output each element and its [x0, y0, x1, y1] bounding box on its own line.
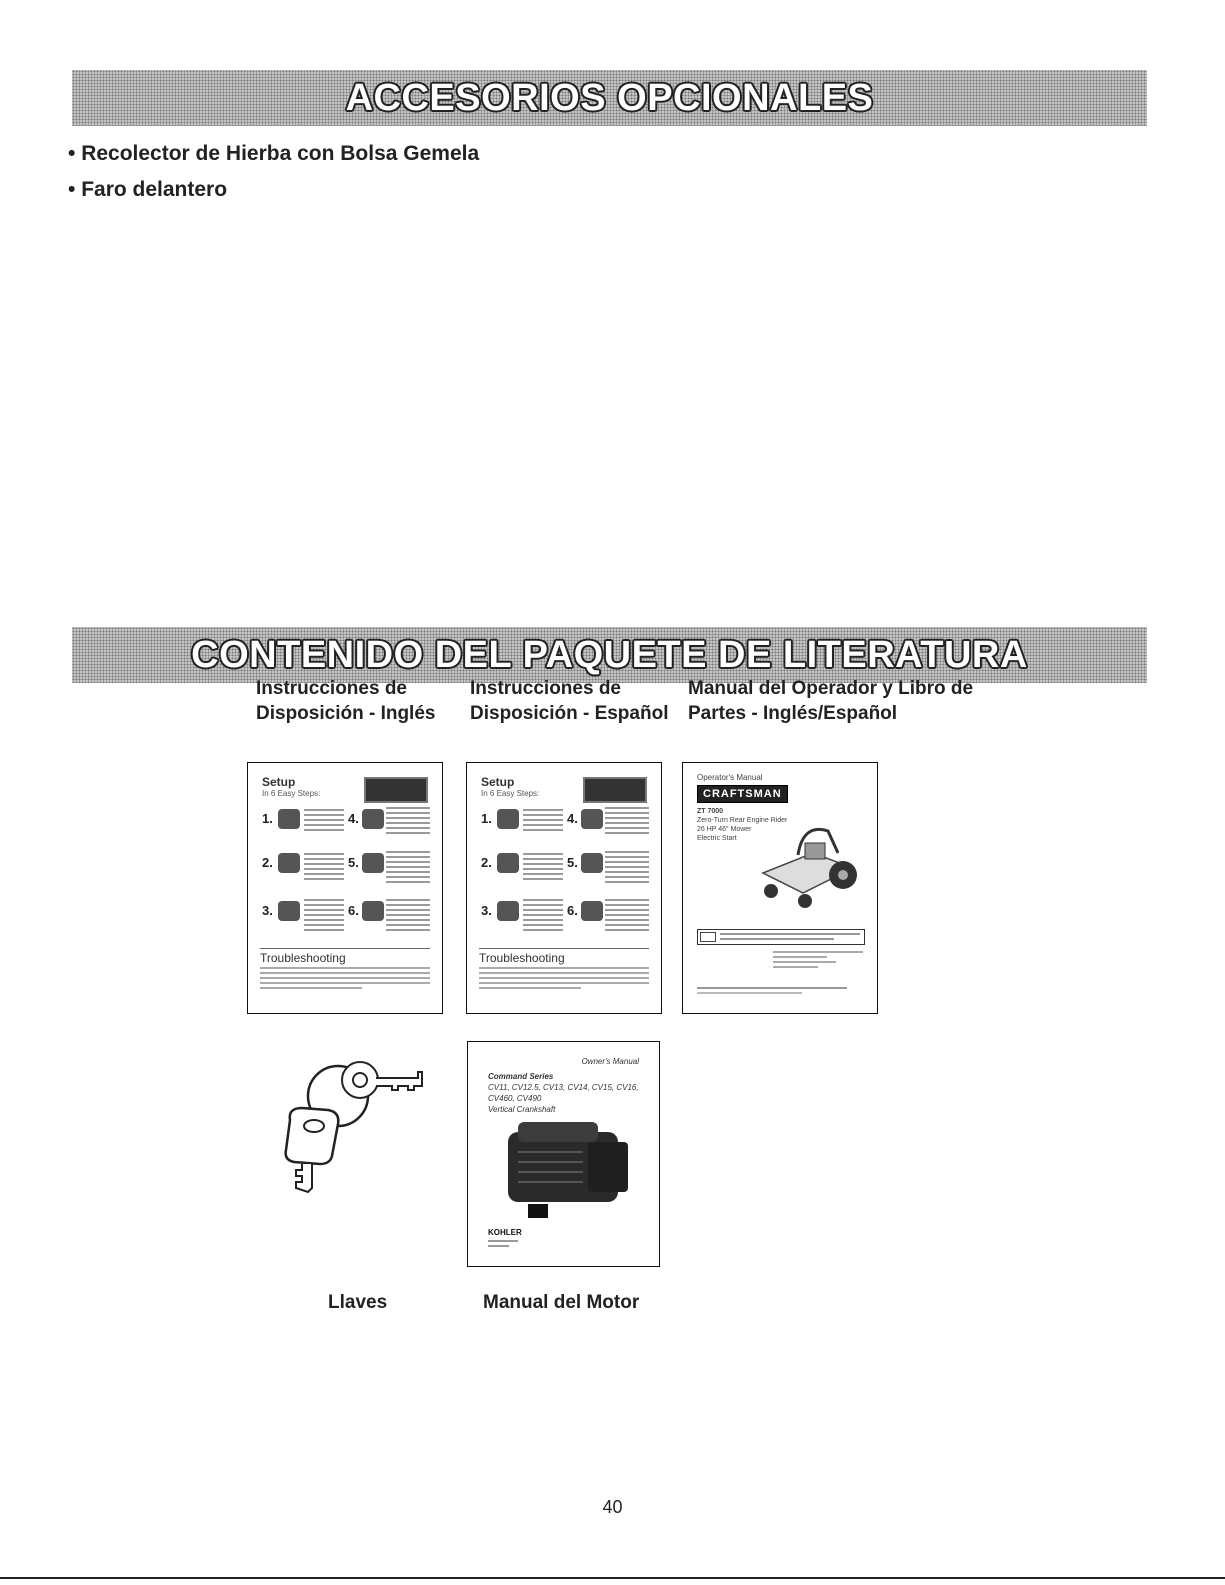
step-text — [605, 807, 649, 837]
step-number: 2. — [262, 855, 273, 870]
doc-shaft: Vertical Crankshaft — [488, 1105, 556, 1114]
doc-subtitle: In 6 Easy Steps: — [262, 789, 321, 798]
caption-line: Disposición - Español — [470, 703, 669, 724]
step-text — [304, 899, 344, 934]
model-description: Electric Start — [697, 835, 737, 842]
step-number: 3. — [262, 903, 273, 918]
troubleshooting-text — [260, 967, 430, 992]
doc-title: Operator's Manual — [697, 773, 763, 782]
step-number: 6. — [348, 903, 359, 918]
step-illustration — [278, 809, 300, 829]
step-text — [304, 853, 344, 883]
step-illustration — [497, 853, 519, 873]
keys-illustration — [268, 1050, 428, 1200]
step-illustration — [581, 901, 603, 921]
setup-en-caption — [256, 676, 435, 726]
footer-text — [488, 1240, 518, 1247]
doc-title: Setup — [262, 775, 296, 789]
bottom-rule — [0, 1577, 1225, 1579]
model-description: 26 HP 46" Mower — [697, 826, 752, 833]
accessory-item: • Recolector de Hierba con Bolsa Gemela — [68, 140, 479, 176]
operator-manual-document — [682, 762, 878, 1014]
step-illustration — [362, 901, 384, 921]
doc-subtitle: In 6 Easy Steps: — [481, 789, 540, 798]
divider — [260, 948, 430, 949]
step-text — [523, 853, 563, 883]
step-text — [386, 807, 430, 837]
caption-line: Instrucciones de — [256, 678, 407, 699]
brand-logo — [583, 777, 647, 803]
literature-banner — [72, 627, 1147, 683]
doc-series: Command Series — [488, 1072, 554, 1081]
page-number: 40 — [602, 1497, 623, 1517]
step-number: 3. — [481, 903, 492, 918]
setup-es-caption — [470, 676, 668, 726]
step-text — [386, 899, 430, 934]
model-description: Zero-Turn Rear Engine Rider — [697, 817, 788, 824]
step-illustration — [278, 901, 300, 921]
step-illustration — [497, 809, 519, 829]
step-text — [523, 899, 563, 934]
doc-models: CV11, CV12.5, CV13, CV14, CV15, CV16, — [488, 1083, 639, 1092]
footer-text — [697, 987, 847, 994]
contact-text — [773, 951, 863, 968]
doc-models: CV460, CV490 — [488, 1094, 542, 1103]
troubleshooting-text — [479, 967, 649, 992]
operator-manual-caption — [688, 676, 973, 726]
step-number: 2. — [481, 855, 492, 870]
step-text — [304, 809, 344, 834]
engine-manual-caption: Manual del Motor — [483, 1292, 640, 1313]
caution-box — [697, 929, 865, 945]
step-illustration — [497, 901, 519, 921]
caption-line: Instrucciones de — [470, 678, 621, 699]
step-number: 1. — [481, 811, 492, 826]
accessories-heading: ACCESORIOS OPCIONALES — [345, 76, 874, 119]
brand-logo: KOHLER — [488, 1228, 522, 1237]
troubleshooting-heading: Troubleshooting — [479, 951, 565, 965]
step-text — [523, 809, 563, 834]
engine-illustration — [488, 1112, 638, 1222]
keys-caption: Llaves — [328, 1292, 388, 1313]
setup-en-document — [247, 762, 443, 1014]
step-text — [605, 899, 649, 934]
step-text — [386, 851, 430, 886]
caption-line: Manual del Operador y Libro de — [688, 678, 974, 699]
step-text — [605, 851, 649, 886]
setup-es-document — [466, 762, 662, 1014]
doc-title: Setup — [481, 775, 515, 789]
step-illustration — [362, 809, 384, 829]
step-number: 5. — [348, 855, 359, 870]
step-number: 1. — [262, 811, 273, 826]
doc-title: Owner's Manual — [581, 1057, 639, 1066]
step-illustration — [362, 853, 384, 873]
step-illustration — [278, 853, 300, 873]
brand-logo: CRAFTSMAN — [697, 785, 788, 803]
step-illustration — [581, 853, 603, 873]
accessories-list — [68, 140, 479, 212]
brand-logo — [364, 777, 428, 803]
step-number: 4. — [348, 811, 359, 826]
step-number: 4. — [567, 811, 578, 826]
engine-manual-document — [467, 1041, 660, 1267]
accessory-item: • Faro delantero — [68, 176, 479, 212]
literature-heading: CONTENIDO DEL PAQUETE DE LITERATURA — [191, 633, 1028, 676]
step-number: 5. — [567, 855, 578, 870]
mower-illustration — [743, 813, 863, 913]
step-number: 6. — [567, 903, 578, 918]
caption-line: Disposición - Inglés — [256, 703, 436, 724]
troubleshooting-heading: Troubleshooting — [260, 951, 346, 965]
step-illustration — [581, 809, 603, 829]
model-number: ZT 7000 — [697, 808, 724, 815]
accessories-banner — [72, 70, 1147, 126]
caption-line: Partes - Inglés/Español — [688, 703, 898, 724]
divider — [479, 948, 649, 949]
